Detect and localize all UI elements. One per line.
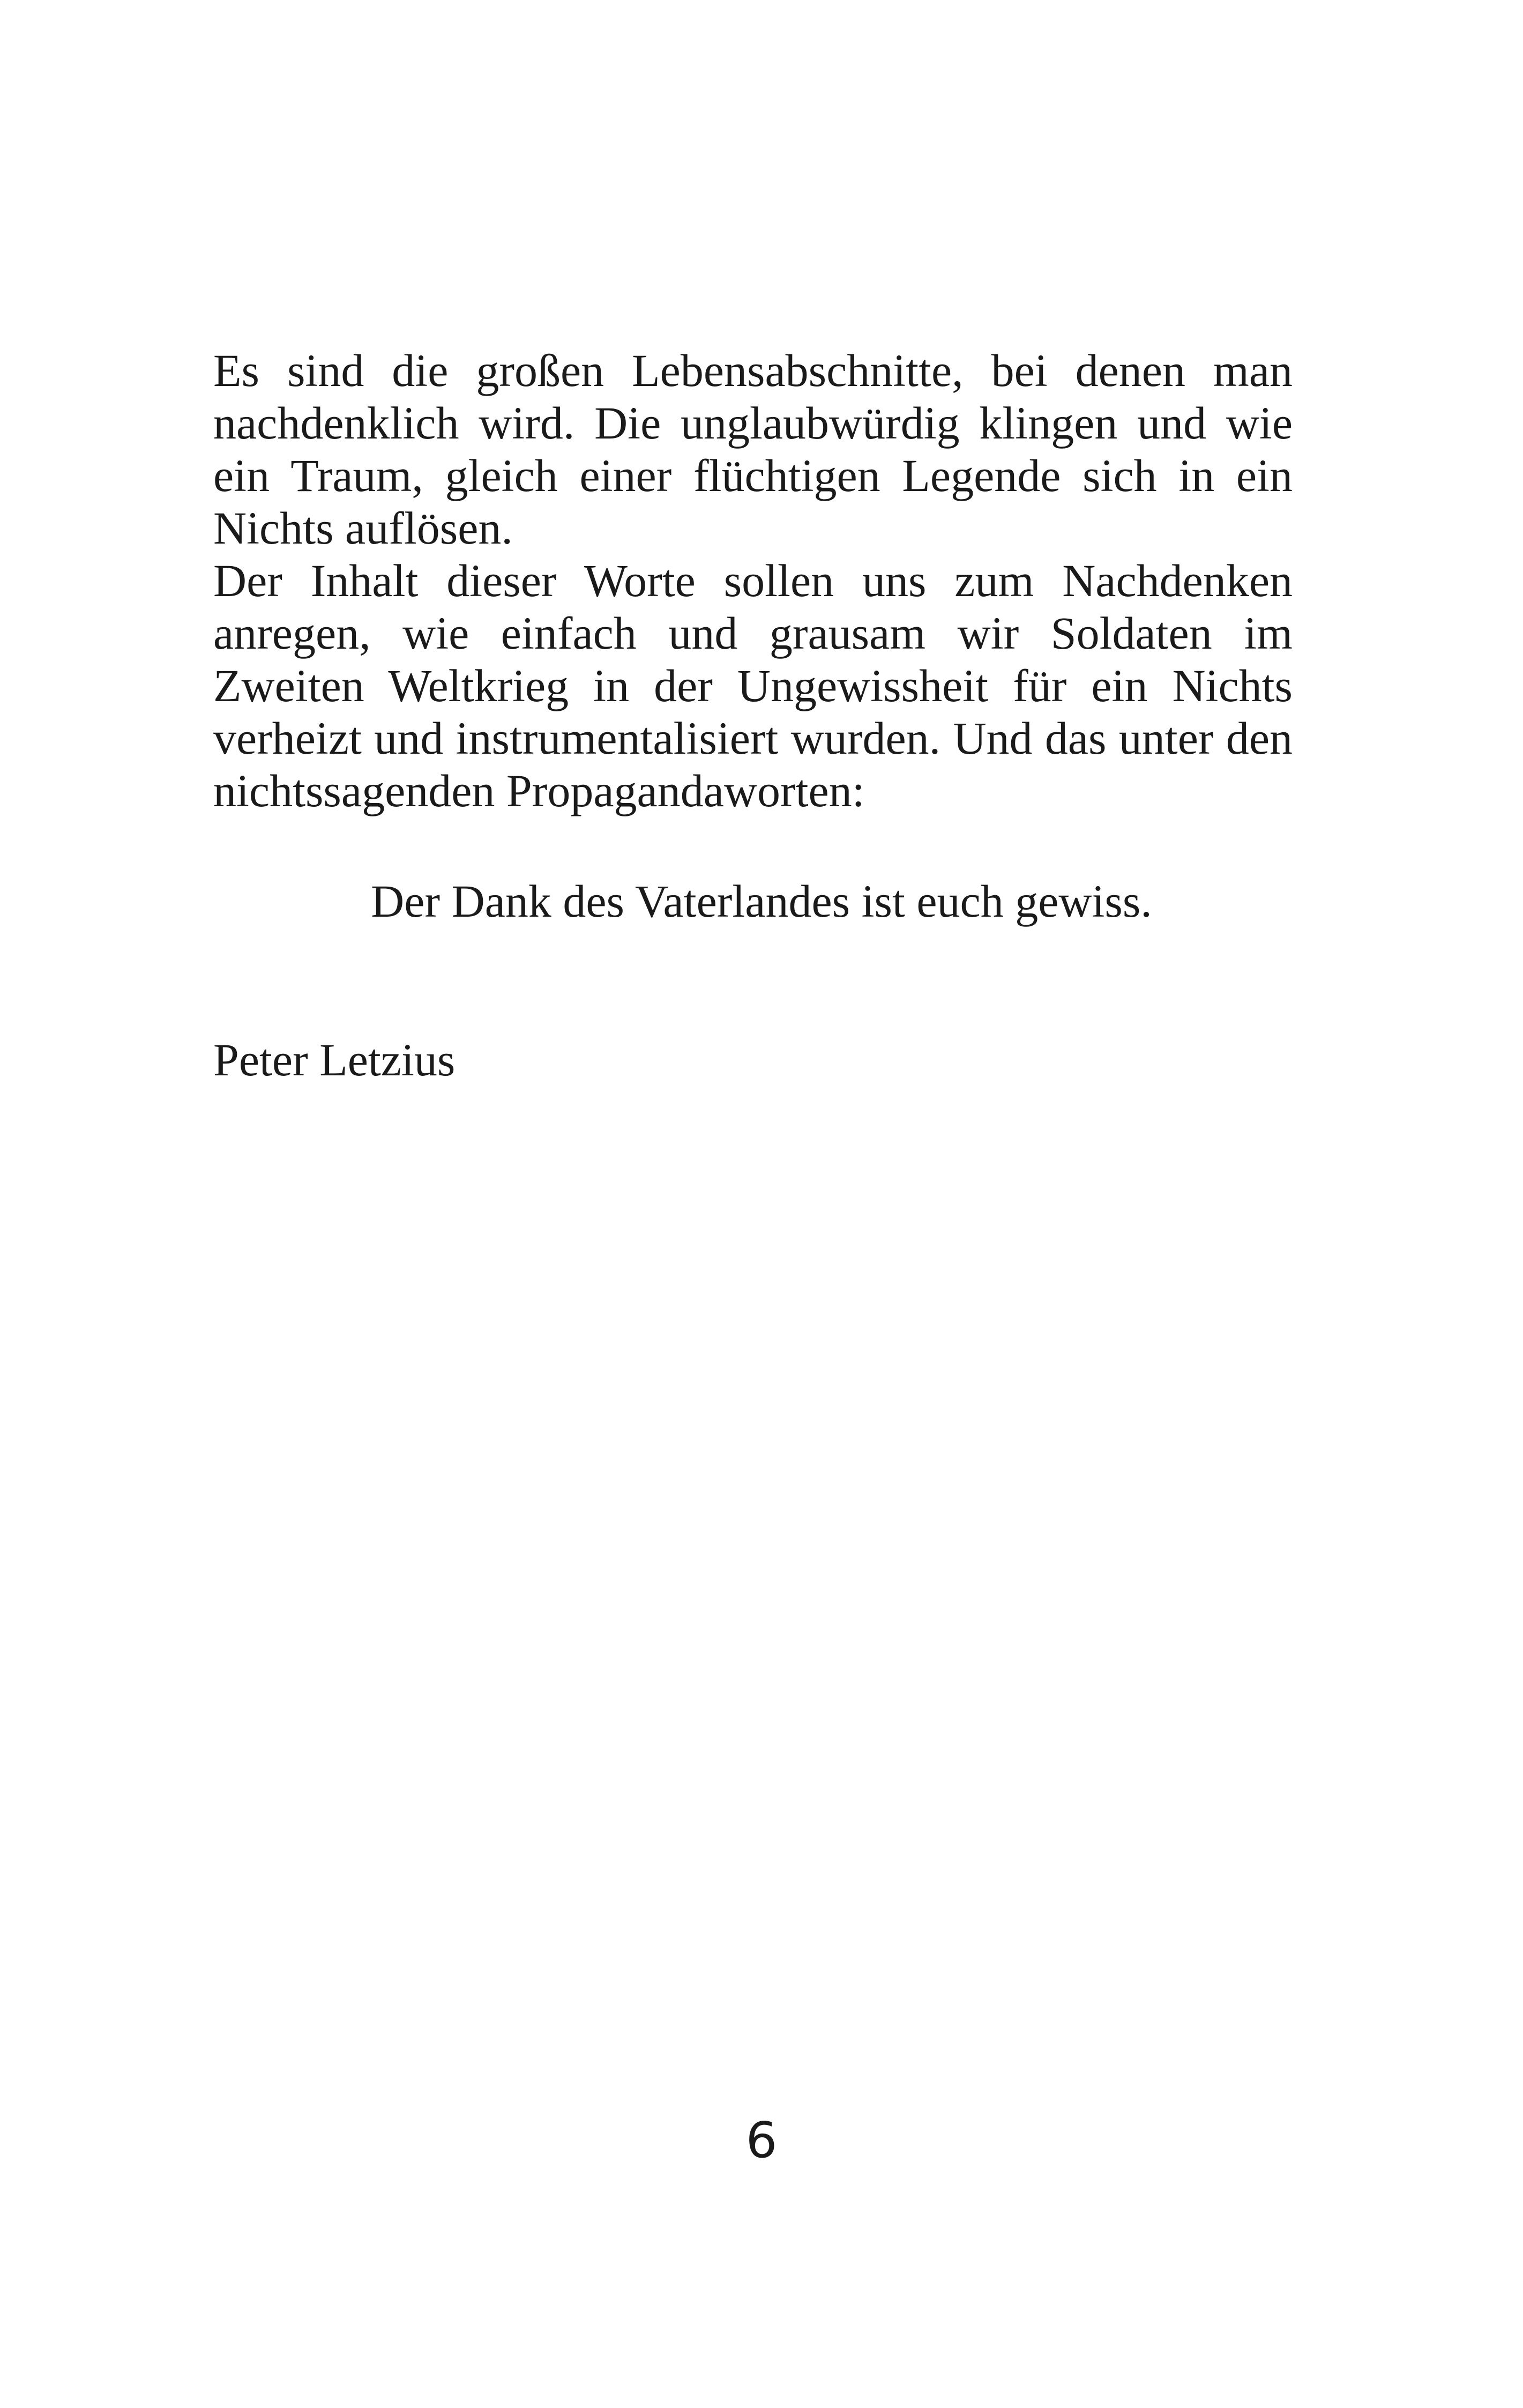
author-signature: Peter Letzius [213,1034,456,1086]
paragraph-2: Der Inhalt dieser Worte sollen uns zum Nachdenken anregen, wie einfach und grausam wir Soldaten im Zweiten Weltkrieg in der Ungewissheit für ein Nichts verheizt und instrumentalisiert wurden. Und das unter den nichtssagenden Propagandaworten: [213,555,1293,816]
quote: Der Dank des Vaterlandes ist euch gewiss. [371,875,1152,927]
body-text [213,344,1293,817]
paragraph-1: Es sind die großen Lebensabschnitte, bei denen man nachdenklich wird. Die unglaubwürdig klingen und wie ein Traum, gleich einer flüchtigen Legende sich in ein Nichts auflösen. [213,345,1293,554]
page-number: 6 [745,2112,778,2169]
